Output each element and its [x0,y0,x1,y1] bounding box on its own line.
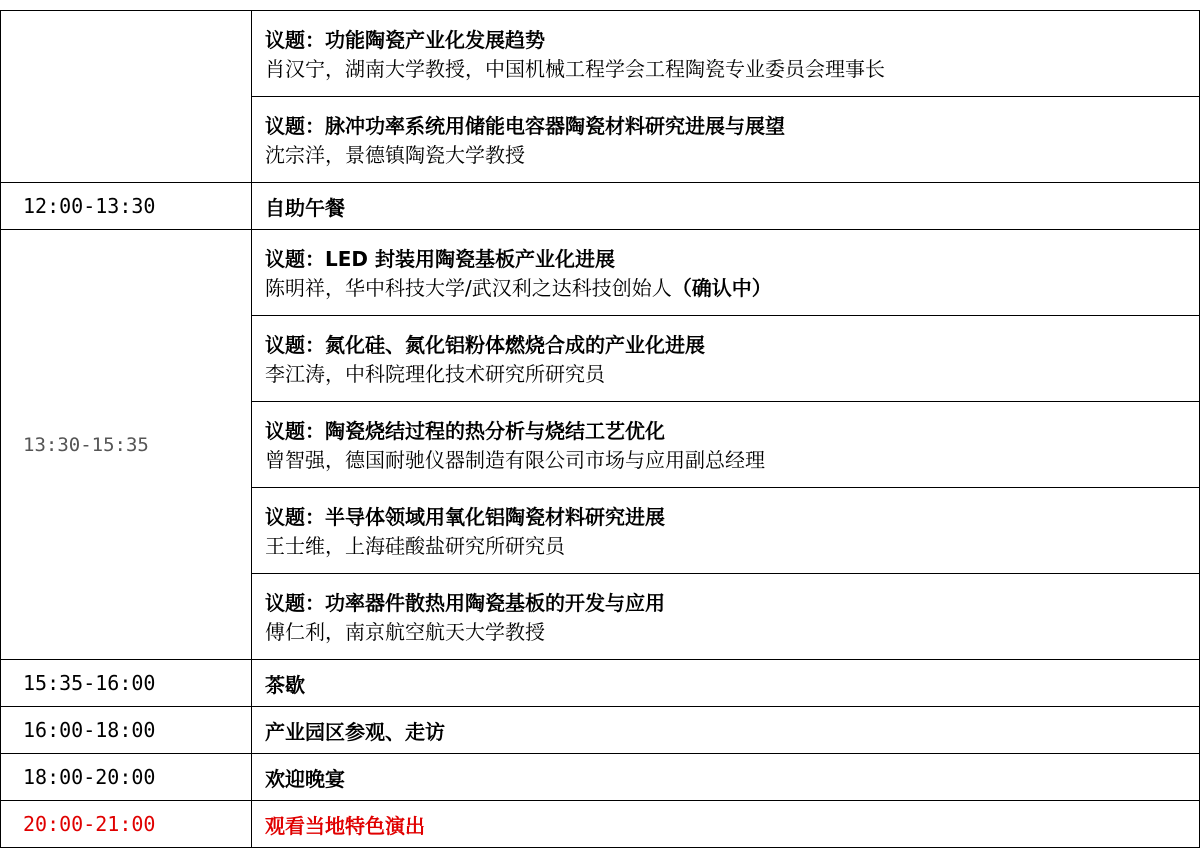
speaker-info: 沈宗洋，景德镇陶瓷大学教授 [265,142,525,167]
topic-title: 议题：陶瓷烧结过程的热分析与烧结工艺优化 [265,418,665,443]
event-cell: 欢迎晚宴 [252,754,1200,801]
topic-title: 议题：氮化硅、氮化铝粉体燃烧合成的产业化进展 [265,332,705,357]
agenda-row [1,11,1200,97]
speaker-info [265,274,1199,302]
agenda-row [1,183,1200,230]
agenda-row [1,707,1200,754]
time-cell: 18:00-20:00 [1,754,252,801]
time-cell: 12:00-13:30 [1,183,252,230]
event-cell: 自助午餐 [252,183,1200,230]
session-item [252,488,1200,574]
agenda-row [1,230,1200,316]
event-cell: 产业园区参观、走访 [252,707,1200,754]
agenda-row [1,660,1200,707]
time-cell: 13:30-15:35 [1,230,252,660]
agenda-table [0,10,1200,848]
event-cell: 观看当地特色演出 [252,801,1200,848]
speaker-info: 王士维，上海硅酸盐研究所研究员 [265,533,565,558]
time-cell [1,11,252,183]
session-item [252,230,1200,316]
status-note: （确认中） [671,275,772,300]
session-item [252,402,1200,488]
topic-title: 议题：LED 封装用陶瓷基板产业化进展 [265,246,615,271]
session-item [252,11,1200,97]
event-cell: 茶歇 [252,660,1200,707]
speaker-info: 李江涛，中科院理化技术研究所研究员 [265,361,605,386]
topic-title: 议题：功率器件散热用陶瓷基板的开发与应用 [265,590,665,615]
speaker-info: 曾智强，德国耐驰仪器制造有限公司市场与应用副总经理 [265,447,765,472]
topic-title: 议题：脉冲功率系统用储能电容器陶瓷材料研究进展与展望 [265,113,785,138]
agenda-row [1,801,1200,848]
session-item [252,97,1200,183]
speaker-text: 陈明祥，华中科技大学/武汉利之达科技创始人 [265,275,672,300]
agenda-row [1,754,1200,801]
topic-title: 议题：半导体领域用氧化铝陶瓷材料研究进展 [265,504,665,529]
session-item [252,574,1200,660]
time-cell: 20:00-21:00 [1,801,252,848]
speaker-info: 肖汉宁，湖南大学教授，中国机械工程学会工程陶瓷专业委员会理事长 [265,56,885,81]
speaker-info: 傅仁利，南京航空航天大学教授 [265,619,545,644]
session-item [252,316,1200,402]
time-cell: 16:00-18:00 [1,707,252,754]
time-cell: 15:35-16:00 [1,660,252,707]
topic-title: 议题：功能陶瓷产业化发展趋势 [265,27,545,52]
